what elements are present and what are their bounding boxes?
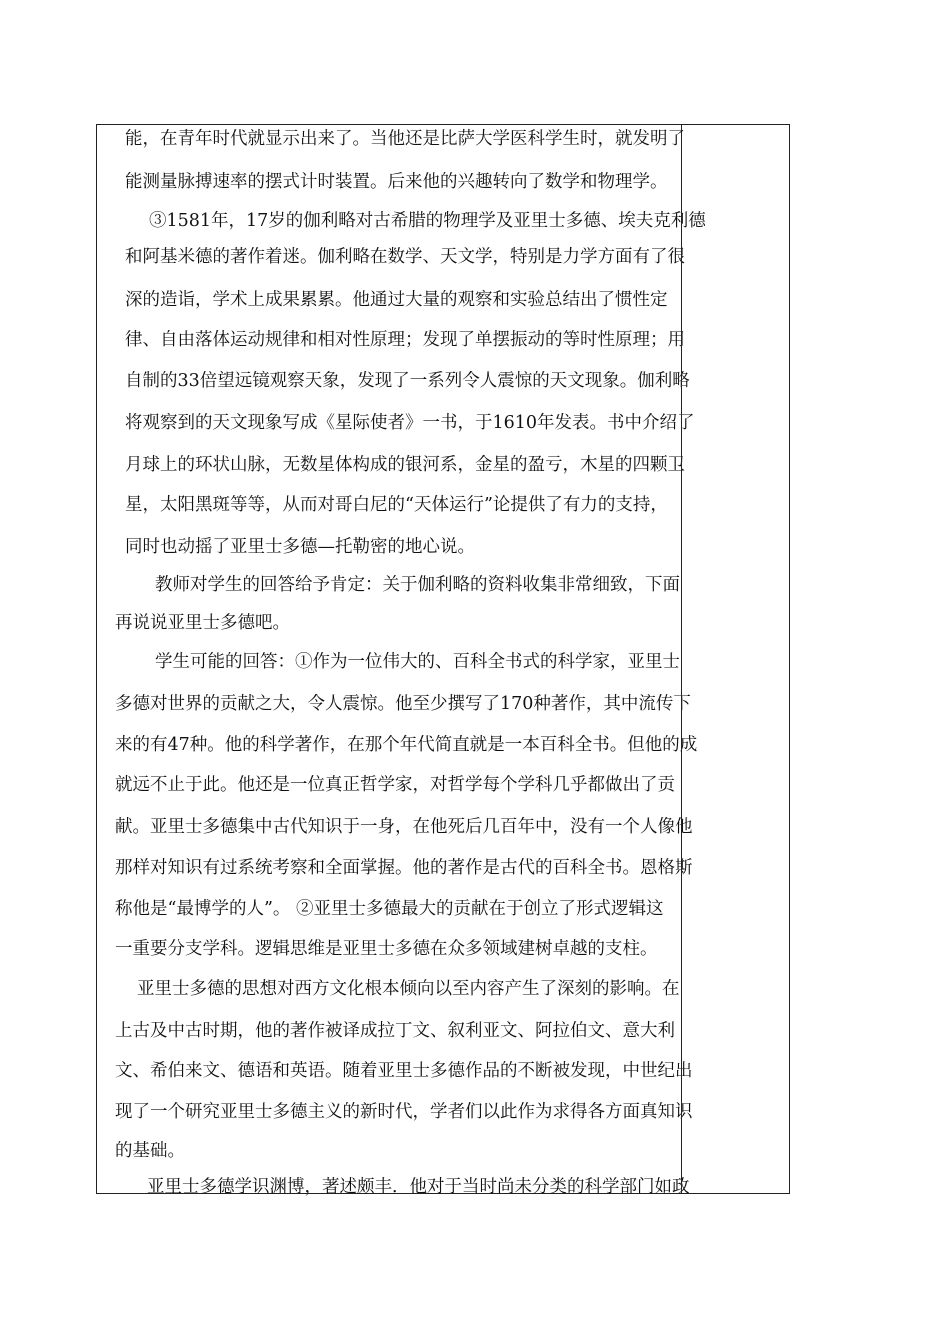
- text-line: 能，在青年时代就显示出来了。当他还是比萨大学医科学生时，就发明了: [125, 129, 685, 149]
- text-line: 将观察到的天文现象写成《星际使者》一书，于1610年发表。书中介绍了: [125, 413, 695, 433]
- text-line: 那样对知识有过系统考察和全面掌握。他的著作是古代的百科全书。恩格斯: [115, 858, 693, 878]
- text-line: ③1581年，17岁的伽利略对古希腊的物理学及亚里士多德、埃夫克利德: [149, 211, 706, 231]
- text-line: 来的有47种。他的科学著作，在那个年代简直就是一本百科全书。但他的成: [115, 735, 698, 755]
- lesson-table: [96, 124, 790, 1197]
- text-line: 和阿基米德的著作着迷。伽利略在数学、天文学，特别是力学方面有了很: [125, 247, 685, 267]
- text-line: 自制的33倍望远镜观察天象，发现了一系列令人震惊的天文现象。伽利略: [125, 371, 690, 391]
- text-line: 称他是“最博学的人”。 ②亚里士多德最大的贡献在于创立了形式逻辑这: [115, 899, 664, 919]
- text-line: 深的造诣，学术上成果累累。他通过大量的观察和实验总结出了惯性定: [125, 290, 668, 310]
- text-line: 献。亚里士多德集中古代知识于一身，在他死后几百年中，没有一个人像他: [115, 817, 693, 837]
- text-line: 上古及中古时期，他的著作被译成拉丁文、叙利亚文、阿拉伯文、意大利: [115, 1021, 675, 1041]
- text-line: 的基础。: [115, 1141, 185, 1161]
- text-line: 就远不止于此。他还是一位真正哲学家，对哲学每个学科几乎都做出了贡: [115, 775, 675, 795]
- text-line: 教师对学生的回答给予肯定：关于伽利略的资料收集非常细致，下面: [155, 575, 680, 595]
- text-line: 律、自由落体运动规律和相对性原理；发现了单摆振动的等时性原理；用: [125, 330, 685, 350]
- text-line: 月球上的环状山脉，无数星体构成的银河系，金星的盈亏，木星的四颗卫: [125, 455, 685, 475]
- text-line: 再说说亚里士多德吧。: [115, 613, 290, 633]
- text-line: 亚里士多德的思想对西方文化根本倾向以至内容产生了深刻的影响。在: [137, 979, 680, 999]
- text-line: 学生可能的回答：①作为一位伟大的、百科全书式的科学家，亚里士: [155, 652, 680, 672]
- text-line: 能测量脉搏速率的摆式计时装置。后来他的兴趣转向了数学和物理学。: [125, 172, 668, 192]
- main-content-cell: [115, 125, 706, 1197]
- text-line: 一重要分支学科。逻辑思维是亚里士多德在众多领域建树卓越的支柱。: [115, 939, 658, 959]
- text-line: 星，太阳黑斑等等，从而对哥白尼的“天体运行”论提供了有力的支持，: [125, 495, 668, 515]
- text-line: 多德对世界的贡献之大，令人震惊。他至少撰写了170种著作，其中流传下: [115, 694, 691, 714]
- text-line: 现了一个研究亚里士多德主义的新时代，学者们以此作为求得各方面真知识: [115, 1102, 693, 1122]
- text-line: 亚里士多德学识渊博，著述颇丰．他对于当时尚未分类的科学部门如政: [147, 1177, 690, 1197]
- text-line: 文、希伯来文、德语和英语。随着亚里士多德作品的不断被发现，中世纪出: [115, 1061, 693, 1081]
- notes-cell: [682, 125, 789, 1193]
- text-line: 同时也动摇了亚里士多德—托勒密的地心说。: [125, 537, 475, 557]
